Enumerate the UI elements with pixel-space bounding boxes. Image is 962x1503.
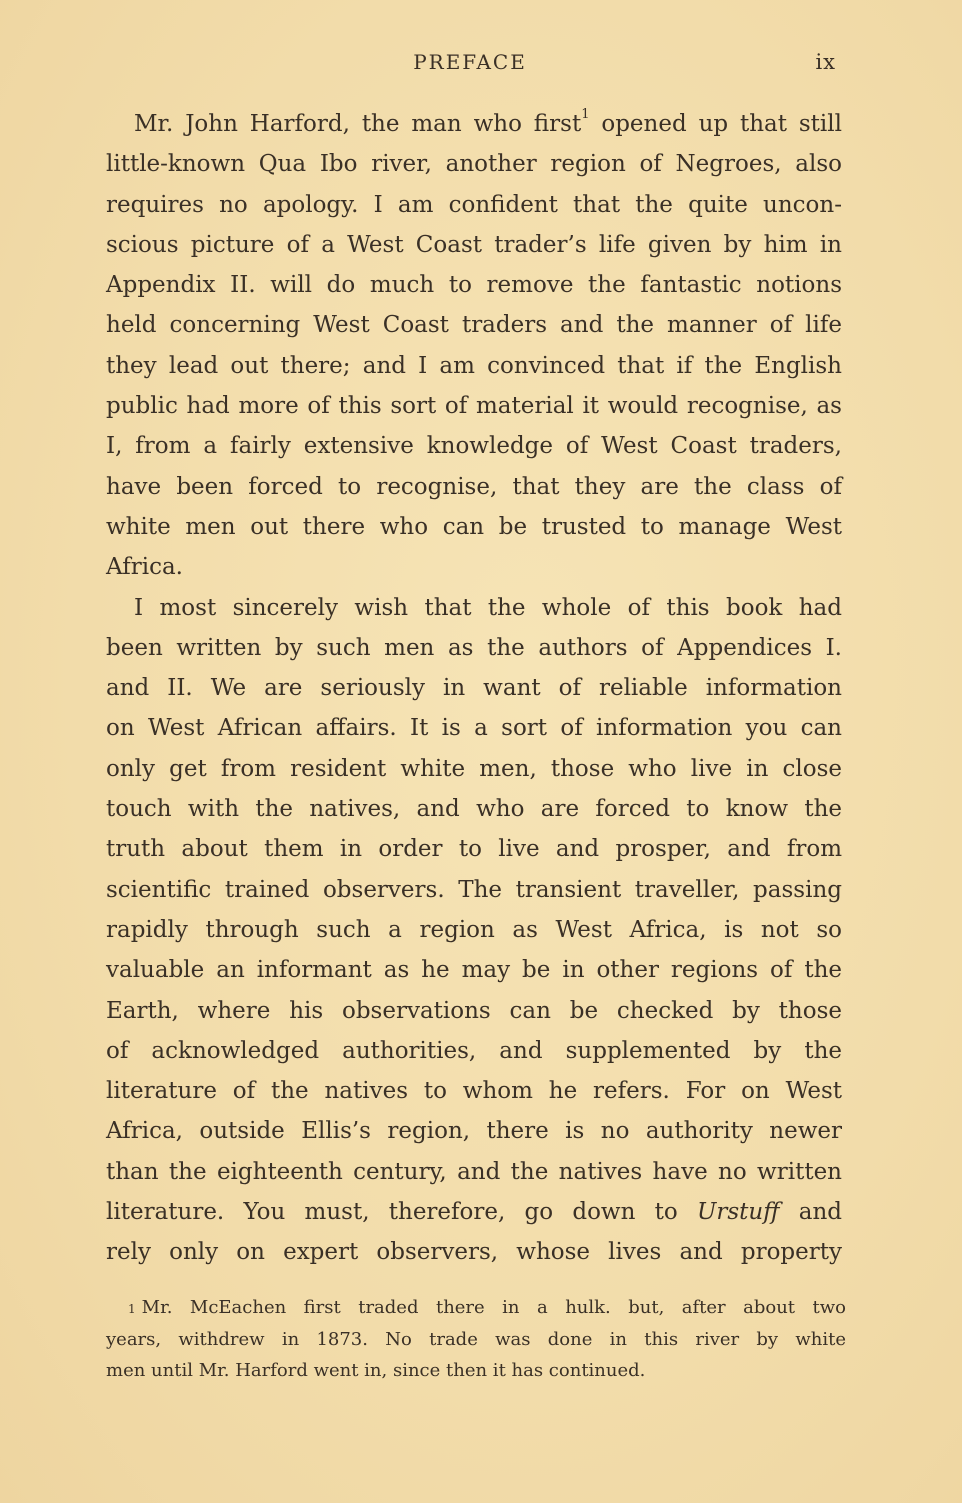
text-line: Appendix II. will do much to remove the fantastic notions (106, 272, 842, 299)
text-line: they lead out there; and I am convinced that if the English (106, 352, 842, 379)
text-line: public had more of this sort of material it would recognise, as (106, 393, 842, 420)
footnote-line: years, withdrew in 1873. No trade was done in this river by white (106, 1328, 846, 1350)
footnote (106, 1292, 846, 1387)
body-text (106, 104, 842, 1273)
text-line (106, 104, 842, 144)
text-line: and II. We are seriously in want of reliable information (106, 675, 842, 702)
text-line (106, 1192, 842, 1232)
footnote-line-text: Mr. McEachen first traded there in a hulk. but, after about two (141, 1297, 846, 1318)
text-line: scious picture of a West Coast trader’s life given by him in (106, 231, 842, 258)
text-line: only get from resident white men, those who live in close (106, 755, 842, 782)
text-line: scientific trained observers. The transient traveller, passing (106, 876, 842, 903)
text-line: Earth, where his observations can be checked by those (106, 997, 842, 1024)
page-number: ix (815, 50, 836, 74)
text-line: touch with the natives, and who are forced to know the (106, 796, 842, 823)
text-line: have been forced to recognise, that they are the class of (106, 473, 842, 500)
text-line: Africa, outside Ellis’s region, there is no authority newer (106, 1118, 842, 1145)
text-line-part: opened up that still (601, 111, 842, 137)
text-line: truth about them in order to live and prosper, and from (106, 836, 842, 863)
text-line: I, from a fairly extensive knowledge of West Coast traders, (106, 433, 842, 460)
text-line: on West African affairs. It is a sort of information you can (106, 715, 842, 742)
text-line: rapidly through such a region as West Africa, is not so (106, 916, 842, 943)
text-line: been written by such men as the authors of Appendices I. (106, 634, 842, 661)
text-line: rely only on expert observers, whose lives and property (106, 1239, 842, 1266)
text-line: held concerning West Coast traders and the manner of life (106, 312, 842, 339)
text-line: valuable an informant as he may be in other regions of the (106, 957, 842, 984)
running-head (0, 50, 962, 80)
text-line: than the eighteenth century, and the natives have no written (106, 1158, 842, 1185)
text-line: I most sincerely wish that the whole of this book had (134, 594, 842, 621)
text-line-part: Mr. John Harford, the man who first (134, 111, 582, 137)
text-line: requires no apology. I am confident that the quite uncon- (106, 191, 842, 218)
footnote-line: men until Mr. Harford went in, since then it has continued. (106, 1360, 646, 1381)
text-line: literature of the natives to whom he refers. For on West (106, 1078, 842, 1105)
text-line: Africa. (106, 554, 183, 581)
text-line-part: literature. You must, therefore, go down to (106, 1199, 678, 1226)
text-line: white men out there who can be trusted to manage West (106, 513, 842, 540)
text-line-part: and (798, 1199, 843, 1226)
footnote-reference: 1 (581, 107, 590, 122)
footnote-marker: 1 (128, 1302, 136, 1316)
footnote-line (106, 1292, 846, 1324)
text-line: little-known Qua Ibo river, another region of Negroes, also (106, 151, 842, 178)
running-title: PREFACE (413, 50, 527, 74)
italic-word: Urstuff (696, 1199, 780, 1226)
text-line: of acknowledged authorities, and supplemented by the (106, 1037, 842, 1064)
